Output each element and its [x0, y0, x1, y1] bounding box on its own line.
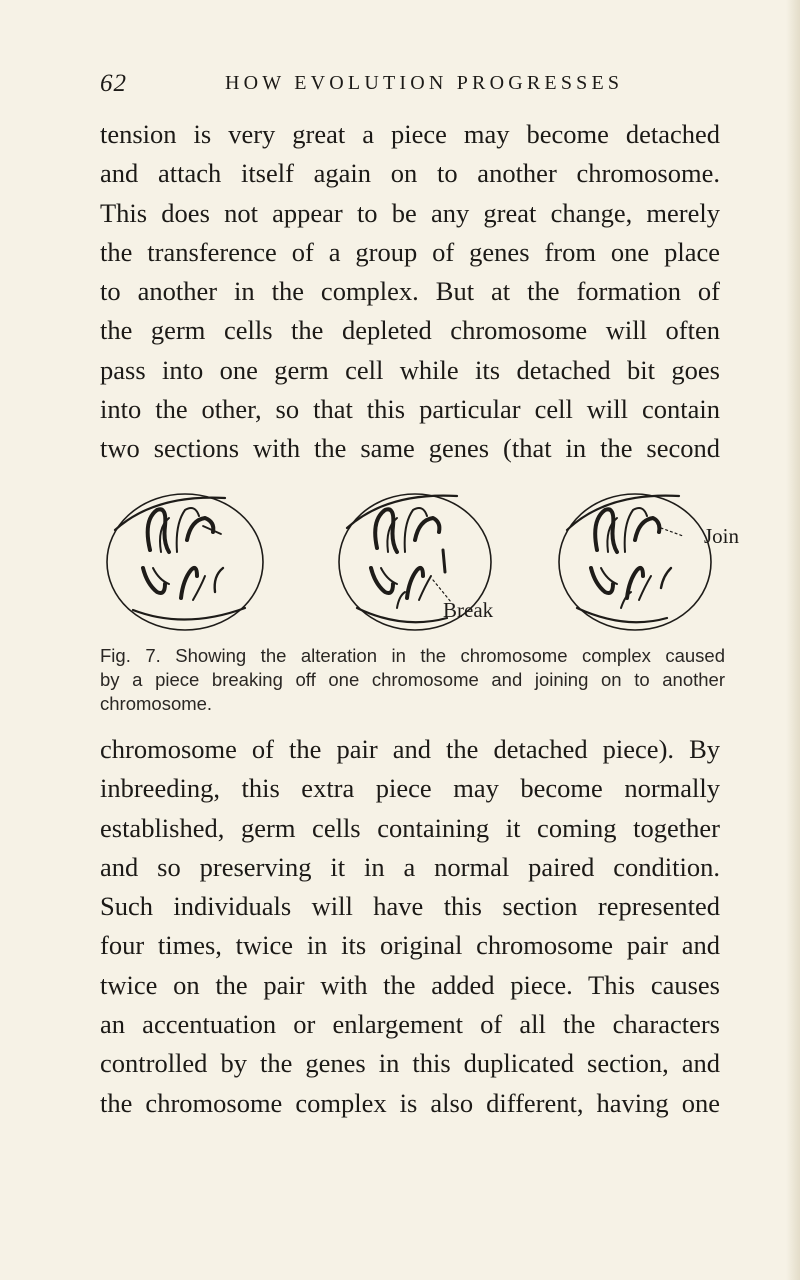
- body-text-bottom: [100, 730, 720, 1123]
- running-title: HOW EVOLUTION PROGRESSES: [225, 72, 624, 94]
- text-line: pass into one germ cell while its detached bit goes: [100, 354, 720, 385]
- break-label: Break: [443, 598, 494, 622]
- figure-caption: [100, 644, 725, 716]
- text-line: established, germ cells containing it coming together: [100, 812, 720, 843]
- text-line: four times, twice in its original chromosome pair and: [100, 930, 720, 961]
- page-edge-shadow: [786, 0, 800, 1280]
- chromosome-figure: [95, 480, 775, 640]
- text-line: the transference of a group of genes from one place: [100, 236, 720, 267]
- text-line: the chromosome complex is also different, having one: [100, 1087, 720, 1118]
- text-line: inbreeding, this extra piece may become normally: [100, 773, 720, 804]
- caption-line: by a piece breaking off one chromosome and joining on to another: [100, 669, 725, 690]
- text-line: and so preserving it in a normal paired condition.: [100, 851, 720, 882]
- cell-join: [559, 494, 711, 630]
- page-number: 62: [100, 70, 127, 97]
- body-text-top: [100, 115, 720, 469]
- join-label: Join: [704, 524, 740, 548]
- cell-original: [107, 494, 263, 630]
- caption-line: chromosome.: [100, 693, 213, 714]
- text-line: an accentuation or enlargement of all the characters: [100, 1009, 720, 1040]
- text-line: controlled by the genes in this duplicated section, and: [100, 1048, 720, 1079]
- text-line: the germ cells the depleted chromosome will often: [100, 315, 720, 346]
- text-line: This does not appear to be any great change, merely: [100, 197, 720, 228]
- text-line: twice on the pair with the added piece. This causes: [100, 969, 720, 1000]
- text-line: into the other, so that this particular cell will contain: [100, 394, 720, 425]
- text-line: tension is very great a piece may become detached: [100, 119, 720, 149]
- text-line: to another in the complex. But at the formation of: [100, 276, 720, 307]
- running-head: [100, 70, 720, 110]
- text-line: Such individuals will have this section represented: [100, 891, 720, 922]
- caption-line: Fig. 7. Showing the alteration in the chromosome complex caused: [100, 645, 725, 666]
- text-line: and attach itself again on to another chromosome.: [100, 158, 720, 189]
- text-line: two sections with the same genes (that in the second: [100, 433, 720, 464]
- chromosome-diagram: [95, 480, 775, 640]
- text-line: chromosome of the pair and the detached piece). By: [100, 734, 720, 764]
